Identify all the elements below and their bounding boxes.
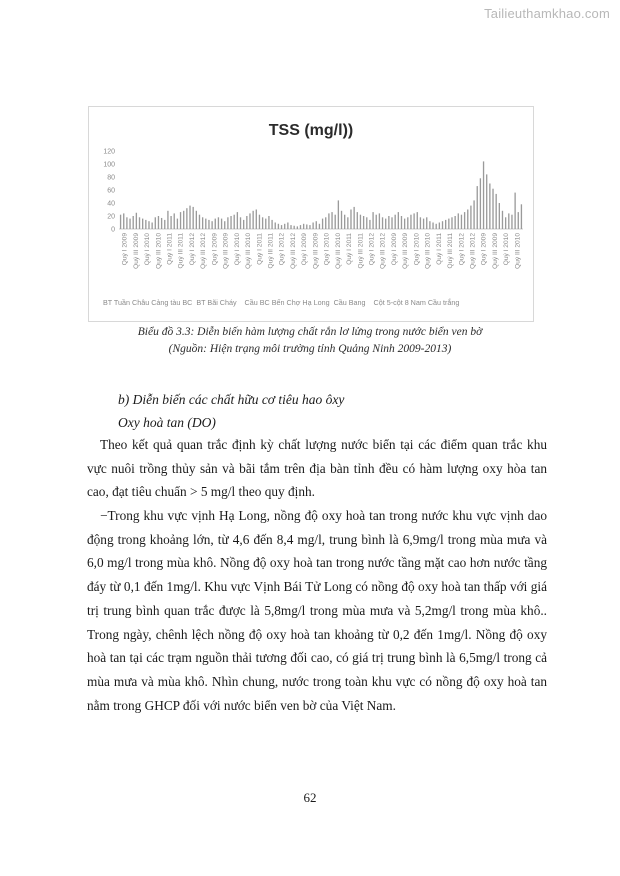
x-tick-label: Quý III 2012: [200, 233, 208, 269]
bar: [429, 221, 430, 229]
x-tick-label: Quý III 2011: [447, 233, 455, 269]
x-tick-label: Quý III 2012: [469, 233, 477, 269]
bar: [518, 212, 519, 229]
bar: [319, 224, 320, 229]
bar: [256, 210, 257, 230]
y-tick-label: 100: [103, 161, 115, 169]
bar: [202, 217, 203, 229]
x-tick-label: Quý III 2012: [379, 233, 387, 269]
bar: [341, 211, 342, 229]
bar: [252, 211, 253, 229]
bar: [521, 204, 522, 229]
bar: [448, 219, 449, 229]
bar: [145, 220, 146, 229]
bar: [123, 213, 124, 229]
bar: [489, 184, 490, 230]
bar: [445, 220, 446, 229]
bar: [180, 212, 181, 229]
figure-source: (Nguồn: Hiện trạng môi trường tỉnh Quảng Ninh 2009-2013): [168, 343, 452, 355]
x-tick-label: Quý III 2010: [514, 233, 522, 269]
x-tick-label: Quý I 2009: [121, 233, 129, 266]
bar: [413, 213, 414, 229]
bar: [161, 218, 162, 229]
bar: [322, 219, 323, 229]
bar: [199, 215, 200, 229]
tss-chart-svg: [89, 107, 533, 321]
x-tick-label: Quý I 2011: [256, 233, 264, 265]
bar: [287, 223, 288, 230]
bar: [120, 215, 121, 229]
bar: [461, 215, 462, 229]
tss-chart: [88, 106, 534, 322]
bar: [126, 217, 127, 229]
bar: [417, 212, 418, 229]
section-heading: b) Diễn biến các chất hữu cơ tiêu hao ôxy: [118, 392, 345, 407]
chart-title: TSS (mg/l)): [268, 122, 354, 139]
bar: [303, 224, 304, 229]
x-tick-label: Quý I 2010: [233, 233, 241, 266]
bar: [221, 219, 222, 229]
bar: [473, 200, 474, 229]
bar: [451, 217, 452, 229]
bar: [502, 211, 503, 229]
figure-caption: Biểu đồ 3.3: Diễn biến hàm lượng chất rắn lơ lửng trong nước biển ven bờ: [137, 326, 483, 338]
bar: [139, 217, 140, 229]
bar: [155, 217, 156, 229]
bar: [158, 216, 159, 229]
bar: [268, 216, 269, 229]
bar: [300, 225, 301, 229]
x-tick-label: Quý I 2009: [211, 233, 219, 266]
bar: [234, 215, 235, 229]
bar: [407, 217, 408, 229]
bar: [470, 206, 471, 229]
paragraph-intro: Theo kết quả quan trắc định kỳ chất lượng nước biển tại các điểm quan trắc khu vực nuôi trồng thủy sản và bãi tắm trên địa bàn tỉnh đều có hàm lượng oxy hòa tan cao, đạt tiêu chuẩn > 5 mg/l theo quy định.: [87, 437, 547, 500]
x-tick-label: Quý III 2011: [357, 233, 365, 269]
y-tick-label: 0: [111, 226, 115, 234]
x-tick-label: Quý I 2012: [368, 233, 376, 266]
bar: [306, 224, 307, 229]
bar: [410, 215, 411, 229]
x-tick-label: Quý I 2010: [323, 232, 331, 266]
x-tick-label: Quý III 2009: [132, 233, 140, 269]
bar: [499, 203, 500, 229]
y-axis: [103, 149, 523, 234]
bar: [344, 215, 345, 229]
paragraph-ha-long: −Trong khu vực vịnh Hạ Long, nồng độ oxy hoà tan trong nước khu vực vịnh dao động trong khoảng lớn, từ 4,6 đến 8,4 mg/l, trung bình là 6,9mg/l trong mùa mưa và 6,0 mg/l trong mùa khô. Nồng độ oxy hoà tan trong nước tầng mặt cao hơn nước tầng đáy từ 0,1 đến 1mg/l. Khu vực Vịnh Bái Tử Long có nồng độ oxy hoà tan thấp với giá trị trung bình quan trắc được là 5,8mg/l trong mùa mưa và 5,2mg/l trong mùa khô.. Trong ngày, chênh lệch nồng độ oxy hoà tan khoảng từ 0,2 đến 1mg/l. Nồng độ oxy hoà tan tại các trạm nguồn thải tương đối cao, có giá trị trung bình là 6,5mg/l trong cả mùa mưa và mùa khô. Nhìn chung, nước trong toàn khu vực có nồng độ oxy hoà tan nằm trong GHCP đối với nước biển ven bờ của Việt Nam.: [87, 508, 547, 713]
bar: [426, 217, 427, 229]
bar: [316, 221, 317, 229]
x-tick-label: Quý I 2012: [278, 233, 286, 266]
y-tick-label: 120: [103, 148, 115, 156]
bar: [174, 213, 175, 229]
bar: [439, 223, 440, 230]
y-tick-label: 80: [107, 174, 115, 182]
bar: [170, 216, 171, 229]
bar: [442, 221, 443, 229]
bar: [262, 217, 263, 229]
x-tick-label: Quý I 2010: [503, 233, 511, 266]
subsection-heading: Oxy hoà tan (DO): [118, 415, 216, 430]
bar: [467, 210, 468, 230]
bar: [508, 213, 509, 229]
x-axis-labels: [122, 233, 522, 269]
bar: [142, 219, 143, 229]
x-tick-label: Quý III 2010: [334, 233, 342, 269]
bar: [366, 217, 367, 229]
page-number: 62: [303, 790, 317, 805]
bar: [496, 194, 497, 229]
bar: [136, 213, 137, 229]
bar: [505, 217, 506, 229]
bar: [230, 216, 231, 229]
bar: [284, 224, 285, 229]
bar: [404, 219, 405, 229]
bar: [193, 207, 194, 229]
bar: [240, 217, 241, 229]
bar: [129, 219, 130, 229]
x-tick-label: Quý I 2012: [458, 233, 466, 266]
bar: [186, 208, 187, 229]
bar: [148, 221, 149, 229]
x-tick-label: Quý I 2012: [188, 233, 196, 266]
bar: [271, 220, 272, 229]
x-tick-label: Quý III 2010: [155, 233, 163, 269]
bar: [382, 217, 383, 229]
bar: [480, 178, 481, 229]
bar: [325, 217, 326, 229]
bar: [350, 210, 351, 230]
x-tick-label: Quý I 2011: [435, 233, 443, 265]
x-tick-label: Quý III 2009: [402, 233, 410, 269]
x-tick-label: Quý III 2011: [267, 233, 275, 269]
bar: [278, 224, 279, 229]
bar: [167, 211, 168, 229]
bar: [401, 216, 402, 229]
bar: [211, 221, 212, 229]
x-tick-label: Quý III 2010: [424, 233, 432, 269]
bar: [357, 212, 358, 229]
bar: [183, 211, 184, 229]
bar-series: [120, 161, 522, 229]
bar: [237, 212, 238, 229]
x-tick-label: Quý I 2011: [166, 233, 174, 265]
bar: [218, 217, 219, 229]
bar: [385, 219, 386, 229]
x-tick-label: Quý I 2009: [480, 233, 488, 266]
bar: [464, 212, 465, 229]
y-tick-label: 20: [107, 213, 115, 221]
bar: [398, 212, 399, 229]
bar: [486, 174, 487, 229]
x-tick-label: Quý I 2010: [413, 233, 421, 266]
bar: [224, 221, 225, 229]
bar: [189, 206, 190, 229]
bar: [379, 213, 380, 229]
x-tick-label: Quý I 2010: [144, 233, 152, 266]
bar: [196, 211, 197, 229]
bar: [297, 226, 298, 229]
bar: [360, 215, 361, 229]
bar: [243, 220, 244, 229]
bar: [388, 216, 389, 229]
chart-legend: BT Tuần Châu Cảng tàu BC BT Bãi Cháy Cầu BC Bến Chợ Hạ Long Cầu Bang Cột 5-cột 8 Nam Cầu trắng: [103, 298, 460, 307]
bar: [347, 217, 348, 229]
x-tick-label: Quý III 2009: [491, 233, 499, 269]
watermark: Tailieuthamkhao.com: [484, 6, 610, 21]
bar: [454, 216, 455, 229]
bar: [492, 189, 493, 229]
bar: [353, 207, 354, 229]
bar: [265, 219, 266, 229]
bar: [309, 225, 310, 229]
bar: [205, 219, 206, 229]
bar: [395, 215, 396, 229]
x-tick-label: Quý III 2010: [245, 233, 253, 269]
x-tick-label: Quý I 2009: [301, 233, 309, 266]
bar: [281, 225, 282, 229]
bar: [514, 193, 515, 229]
bar: [511, 215, 512, 229]
bar: [331, 212, 332, 229]
x-tick-label: Quý III 2009: [312, 233, 320, 269]
bar: [249, 213, 250, 229]
bar: [477, 186, 478, 229]
bar: [177, 219, 178, 229]
bar: [227, 217, 228, 229]
bar: [259, 215, 260, 229]
bar: [369, 220, 370, 229]
y-tick-label: 60: [107, 187, 115, 195]
bar: [164, 220, 165, 229]
bar: [483, 161, 484, 229]
bar: [294, 226, 295, 229]
x-tick-label: Quý I 2009: [390, 233, 398, 266]
bar: [432, 223, 433, 230]
bar: [133, 216, 134, 229]
x-tick-label: Quý III 2009: [222, 233, 230, 269]
bar: [376, 215, 377, 229]
bar: [208, 220, 209, 229]
y-tick-label: 40: [107, 200, 115, 208]
x-tick-label: Quý III 2012: [289, 233, 297, 269]
bar: [246, 216, 247, 229]
bar: [458, 213, 459, 229]
bar: [436, 224, 437, 229]
bar: [290, 225, 291, 229]
bar: [312, 223, 313, 230]
bar: [275, 223, 276, 230]
bar: [372, 212, 373, 229]
bar: [363, 216, 364, 229]
bar: [151, 223, 152, 230]
bar: [420, 217, 421, 229]
x-tick-label: Quý III 2011: [177, 233, 185, 269]
bar: [423, 219, 424, 229]
x-tick-label: Quý I 2011: [346, 233, 354, 265]
bar: [335, 215, 336, 229]
bar: [338, 200, 339, 229]
bar: [391, 217, 392, 229]
bar: [328, 213, 329, 229]
bar: [215, 219, 216, 229]
